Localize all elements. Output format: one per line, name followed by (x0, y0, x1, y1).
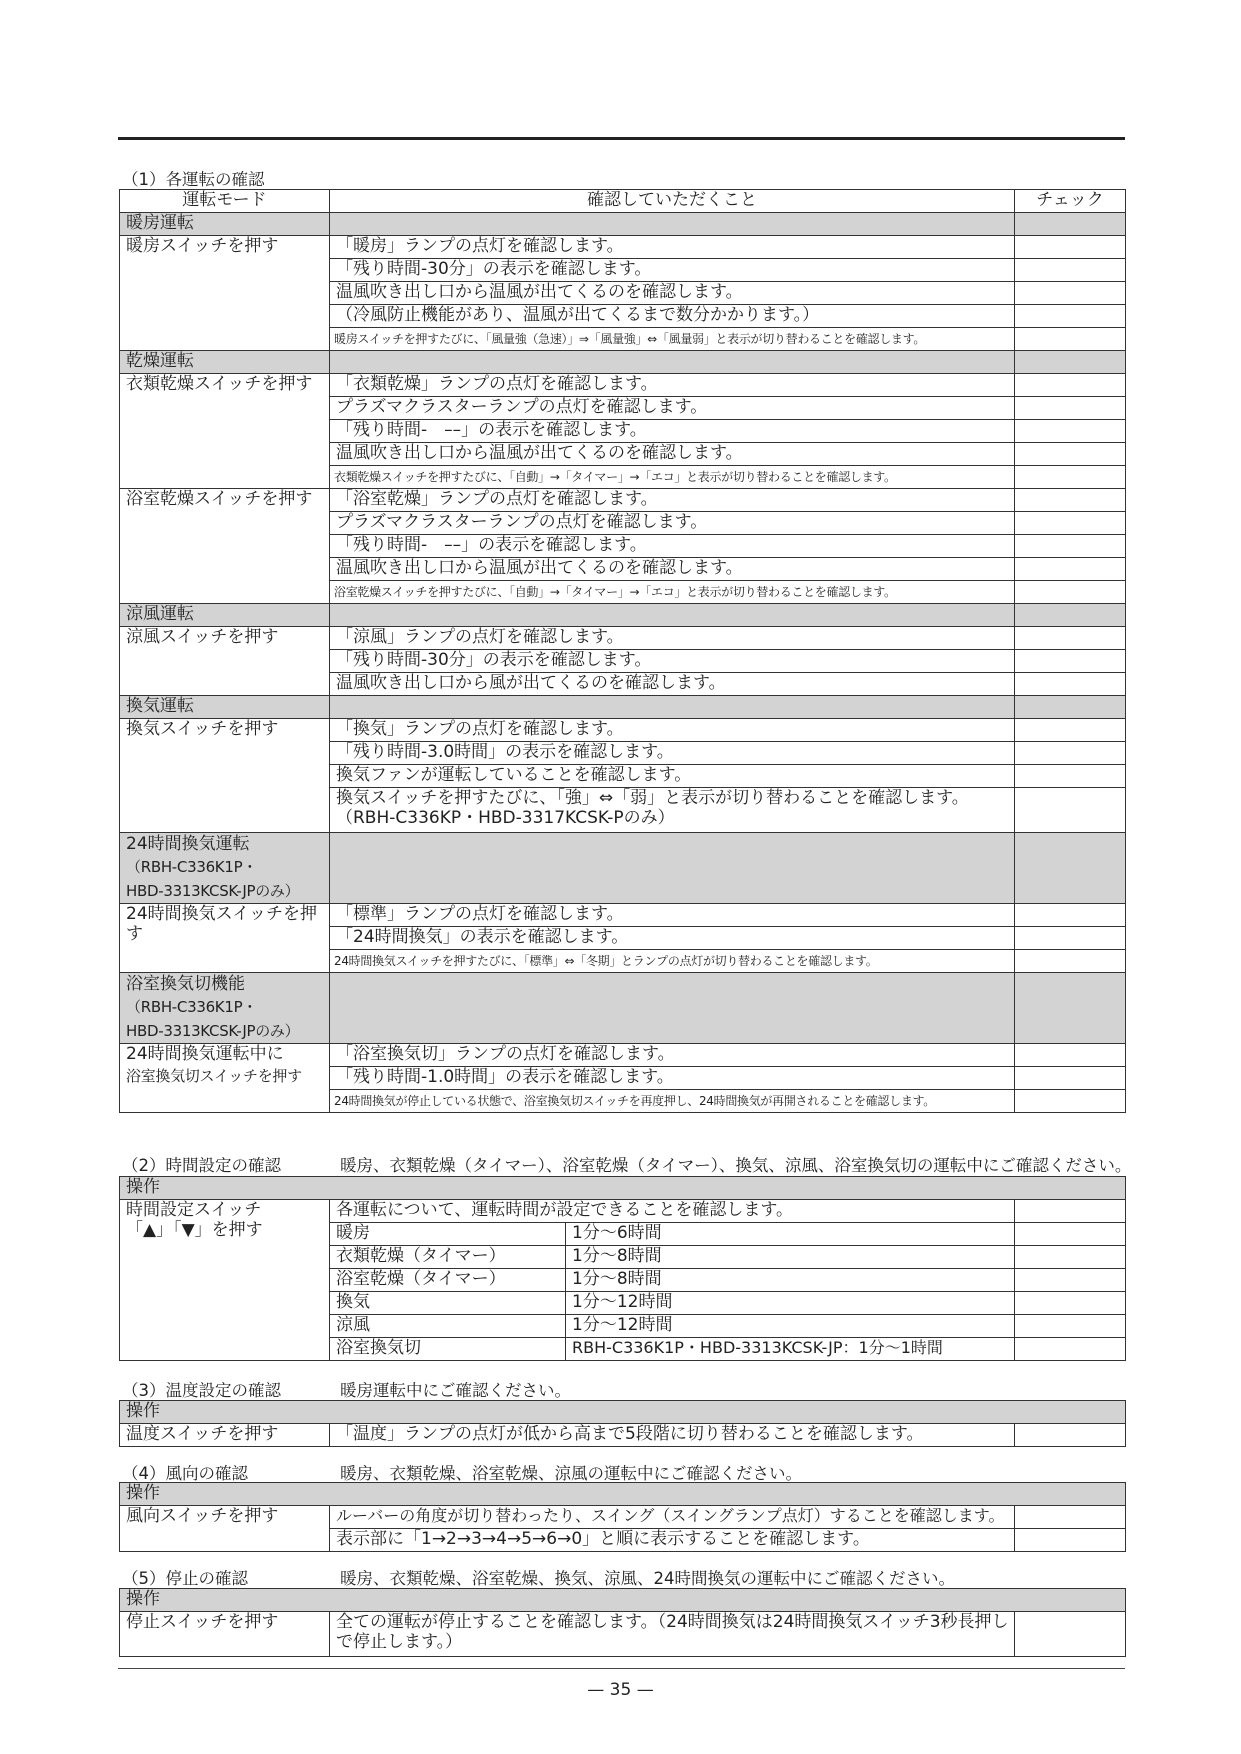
switch-label: 24時間換気スイッチを押す (120, 904, 330, 973)
operation-label: 操作 (120, 1589, 1126, 1612)
top-rule (118, 137, 1125, 140)
time-setting-table (119, 1176, 1126, 1361)
mode-name: 衣類乾燥（タイマー） (330, 1246, 566, 1269)
group-label-model-2: HBD-3313KCSK-JPのみ） (126, 882, 300, 900)
group-label: 換気運転 (120, 696, 330, 719)
check-cell[interactable] (1015, 1529, 1126, 1552)
mode-name: 換気 (330, 1292, 566, 1315)
check-cell[interactable] (1015, 1612, 1126, 1657)
check-cell[interactable] (1015, 397, 1126, 420)
temperature-setting-table (119, 1400, 1126, 1447)
mode-name: 浴室乾燥（タイマー） (330, 1269, 566, 1292)
confirm-item: 「残り時間- ––」の表示を確認します。 (330, 535, 1015, 558)
check-cell[interactable] (1015, 535, 1126, 558)
check-cell[interactable] (1015, 1044, 1126, 1067)
header-mode: 運転モード (120, 190, 330, 213)
group-label: 暖房運転 (120, 213, 330, 236)
switch-label: 浴室乾燥スイッチを押す (120, 489, 330, 604)
confirm-item: 「残り時間- ––」の表示を確認します。 (330, 420, 1015, 443)
check-cell[interactable] (1015, 1269, 1126, 1292)
confirm-item: 温風吹き出し口から風が出てくるのを確認します。 (330, 673, 1015, 696)
confirm-item: 温風吹き出し口から温風が出てくるのを確認します。 (330, 282, 1015, 305)
confirm-item: 「残り時間-3.0時間」の表示を確認します。 (330, 742, 1015, 765)
time-range: 1分～8時間 (566, 1269, 1015, 1292)
check-cell[interactable] (1015, 927, 1126, 950)
group-row-dry (120, 351, 1126, 374)
check-cell[interactable] (1015, 950, 1126, 973)
section-2-title: （2）時間設定の確認 (122, 1156, 281, 1175)
switch-label-line: 24時間換気運転中に (126, 1044, 284, 1064)
group-row-cool (120, 604, 1126, 627)
group-row-vent (120, 696, 1126, 719)
time-range: 1分～12時間 (566, 1315, 1015, 1338)
switch-label: 温度スイッチを押す (120, 1424, 330, 1447)
check-cell[interactable] (1015, 489, 1126, 512)
section-4-title: （4）風向の確認 (122, 1464, 248, 1483)
switch-label: 換気スイッチを押す (120, 719, 330, 833)
group-label-block (120, 973, 330, 1044)
confirm-item: プラズマクラスターランプの点灯を確認します。 (330, 512, 1015, 535)
switch-label-block (120, 1044, 330, 1113)
page-number: — 35 — (587, 1680, 654, 1700)
check-cell[interactable] (1015, 305, 1126, 328)
bottom-rule (118, 1668, 1125, 1669)
section-2-note: 暖房、衣類乾燥（タイマー）、浴室乾燥（タイマー）、換気、涼風、浴室換気切の運転中にご確認ください。 (340, 1156, 1132, 1175)
group-row-24h-vent (120, 833, 1126, 904)
check-cell[interactable] (1015, 904, 1126, 927)
confirm-item: 「標準」ランプの点灯を確認します。 (330, 904, 1015, 927)
group-row-heating (120, 213, 1126, 236)
operation-label: 操作 (120, 1177, 1126, 1200)
confirm-item: 温風吹き出し口から温風が出てくるのを確認します。 (330, 443, 1015, 466)
confirm-item: 「残り時間-30分」の表示を確認します。 (330, 259, 1015, 282)
mode-name: 浴室換気切 (330, 1338, 566, 1361)
airflow-direction-table (119, 1482, 1126, 1552)
check-cell[interactable] (1015, 259, 1126, 282)
confirm-item: ルーバーの角度が切り替わったり、スイング（スイングランプ点灯）することを確認します。 (330, 1506, 1015, 1529)
switch-label-block (120, 1200, 330, 1361)
group-label-model-2: HBD-3313KCSK-JPのみ） (126, 1022, 300, 1040)
time-range: 1分～6時間 (566, 1223, 1015, 1246)
check-cell[interactable] (1015, 466, 1126, 489)
confirm-item: 各運転について、運転時間が設定できることを確認します。 (330, 1200, 1015, 1223)
check-cell[interactable] (1015, 742, 1126, 765)
table-row (120, 236, 1126, 259)
confirm-item: 換気ファンが運転していることを確認します。 (330, 765, 1015, 788)
switch-label-line: 時間設定スイッチ (126, 1200, 262, 1220)
confirm-item: 「涼風」ランプの点灯を確認します。 (330, 627, 1015, 650)
check-cell[interactable] (1015, 558, 1126, 581)
operation-label: 操作 (120, 1401, 1126, 1424)
operation-check-table (119, 189, 1126, 1113)
check-cell[interactable] (1015, 1424, 1126, 1447)
switch-label: 衣類乾燥スイッチを押す (120, 374, 330, 489)
section-3-title: （3）温度設定の確認 (122, 1381, 281, 1400)
confirm-item: 全ての運転が停止することを確認します。（24時間換気は24時間換気スイッチ3秒長押しで停止します。） (330, 1612, 1015, 1657)
check-cell[interactable] (1015, 1292, 1126, 1315)
time-range: 1分～8時間 (566, 1246, 1015, 1269)
check-cell[interactable] (1015, 512, 1126, 535)
confirm-item: 「換気」ランプの点灯を確認します。 (330, 719, 1015, 742)
group-label-block (120, 833, 330, 904)
check-cell[interactable] (1015, 1315, 1126, 1338)
group-label: 乾燥運転 (120, 351, 330, 374)
section-4-note: 暖房、衣類乾燥、浴室乾燥、涼風の運転中にご確認ください。 (340, 1464, 802, 1483)
group-row-bath-vent-cut (120, 973, 1126, 1044)
check-cell[interactable] (1015, 420, 1126, 443)
confirm-item: 「衣類乾燥」ランプの点灯を確認します。 (330, 374, 1015, 397)
table-header-row (120, 190, 1126, 213)
check-cell[interactable] (1015, 1200, 1126, 1223)
confirm-item: 「浴室乾燥」ランプの点灯を確認します。 (330, 489, 1015, 512)
confirm-item: プラズマクラスターランプの点灯を確認します。 (330, 397, 1015, 420)
group-label: 涼風運転 (120, 604, 330, 627)
group-label-model-1: （RBH-C336K1P・ (126, 858, 258, 876)
time-range: 1分～12時間 (566, 1292, 1015, 1315)
check-cell[interactable] (1015, 282, 1126, 305)
check-cell[interactable] (1015, 1067, 1126, 1090)
confirm-item: （冷風防止機能があり、温風が出てくるまで数分かかります。） (330, 305, 1015, 328)
section-5-title: （5）停止の確認 (122, 1569, 248, 1588)
confirm-item: 暖房スイッチを押すたびに、「風量強（急速）」⇒「風量強」⇔「風量弱」と表示が切り替わることを確認します。 (330, 328, 1015, 351)
confirm-item: 換気スイッチを押すたびに、「強」⇔「弱」と表示が切り替わることを確認します。（RBH-C336KP・HBD-3317KCSK-Pのみ） (330, 788, 1015, 833)
confirm-item: 「温度」ランプの点灯が低から高まで5段階に切り替わることを確認します。 (330, 1424, 1015, 1447)
group-label-model-1: （RBH-C336K1P・ (126, 998, 258, 1016)
check-cell[interactable] (1015, 1506, 1126, 1529)
check-cell[interactable] (1015, 719, 1126, 742)
confirm-item: 表示部に「1→2→3→4→5→6→0」と順に表示することを確認します。 (330, 1529, 1015, 1552)
check-cell[interactable] (1015, 650, 1126, 673)
operation-label: 操作 (120, 1483, 1126, 1506)
check-cell[interactable] (1015, 673, 1126, 696)
confirm-item: 浴室乾燥スイッチを押すたびに、「自動」→「タイマー」→「エコ」と表示が切り替わることを確認します。 (330, 581, 1015, 604)
confirm-item: 24時間換気スイッチを押すたびに、「標準」⇔「冬期」とランプの点灯が切り替わることを確認します。 (330, 950, 1015, 973)
check-cell[interactable] (1015, 1246, 1126, 1269)
switch-label: 風向スイッチを押す (120, 1506, 330, 1552)
switch-label: 暖房スイッチを押す (120, 236, 330, 351)
confirm-item: 「残り時間-30分」の表示を確認します。 (330, 650, 1015, 673)
check-cell[interactable] (1015, 374, 1126, 397)
check-cell[interactable] (1015, 1338, 1126, 1361)
confirm-item: 24時間換気が停止している状態で、浴室換気切スイッチを再度押し、24時間換気が再開されることを確認します。 (330, 1090, 1015, 1113)
section-1-title: （1）各運転の確認 (122, 170, 265, 189)
header-check: チェック (1015, 190, 1126, 213)
mode-name: 涼風 (330, 1315, 566, 1338)
confirm-item: 「24時間換気」の表示を確認します。 (330, 927, 1015, 950)
confirm-item: 「残り時間-1.0時間」の表示を確認します。 (330, 1067, 1015, 1090)
check-cell[interactable] (1015, 443, 1126, 466)
stop-check-table (119, 1588, 1126, 1657)
switch-label: 涼風スイッチを押す (120, 627, 330, 696)
mode-name: 暖房 (330, 1223, 566, 1246)
confirm-item: 衣類乾燥スイッチを押すたびに、「自動」→「タイマー」→「エコ」と表示が切り替わることを確認します。 (330, 466, 1015, 489)
check-cell[interactable] (1015, 627, 1126, 650)
check-cell[interactable] (1015, 236, 1126, 259)
check-cell[interactable] (1015, 788, 1126, 833)
section-5-note: 暖房、衣類乾燥、浴室乾燥、換気、涼風、24時間換気の運転中にご確認ください。 (340, 1569, 955, 1588)
check-cell[interactable] (1015, 581, 1126, 604)
time-range: RBH-C336K1P・HBD-3313KCSK-JP：1分～1時間 (566, 1338, 1015, 1361)
confirm-item: 「浴室換気切」ランプの点灯を確認します。 (330, 1044, 1015, 1067)
header-confirm: 確認していただくこと (330, 190, 1015, 213)
check-cell[interactable] (1015, 1090, 1126, 1113)
switch-label: 停止スイッチを押す (120, 1612, 330, 1657)
group-label: 浴室換気切機能 (126, 974, 245, 994)
confirm-item: 温風吹き出し口から温風が出てくるのを確認します。 (330, 558, 1015, 581)
check-cell[interactable] (1015, 1223, 1126, 1246)
switch-label-line: 「▲」「▼」を押す (126, 1220, 263, 1240)
switch-label-line: 浴室換気切スイッチを押す (126, 1067, 302, 1085)
section-3-note: 暖房運転中にご確認ください。 (340, 1381, 571, 1400)
check-cell[interactable] (1015, 765, 1126, 788)
confirm-item: 「暖房」ランプの点灯を確認します。 (330, 236, 1015, 259)
check-cell[interactable] (1015, 328, 1126, 351)
group-label: 24時間換気運転 (126, 834, 250, 854)
